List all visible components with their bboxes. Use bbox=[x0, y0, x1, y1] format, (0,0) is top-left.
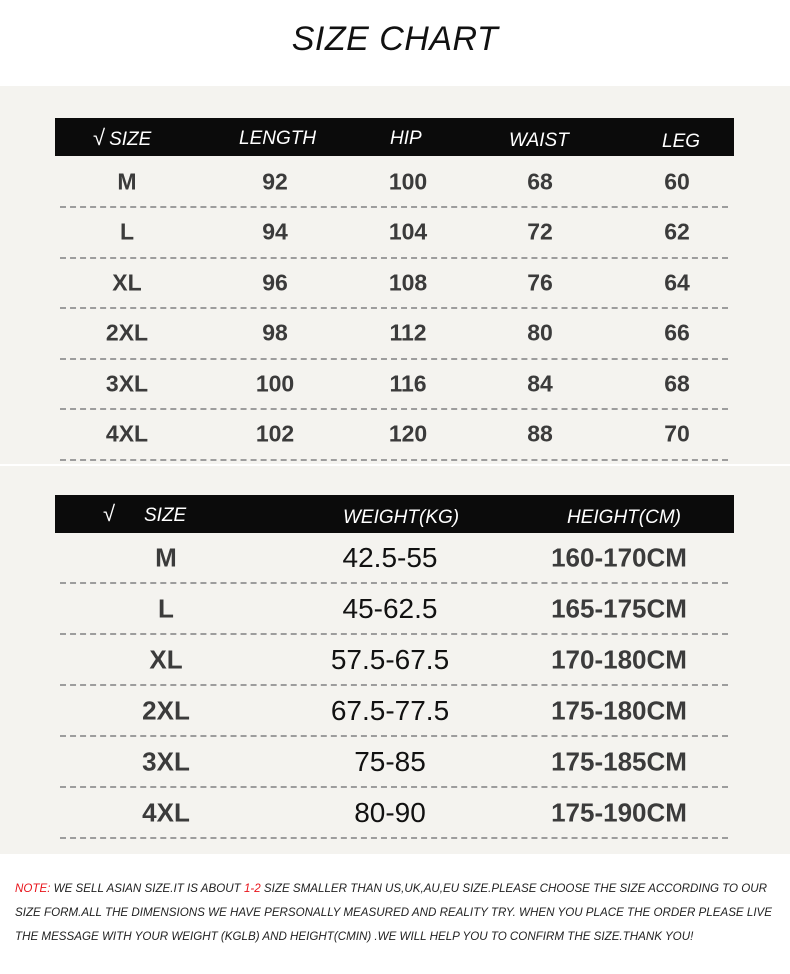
note-highlight: 1-2 bbox=[243, 882, 261, 895]
length-header: LENGTH bbox=[239, 128, 317, 149]
note-text-1: WE SELL ASIAN SIZE.IT IS ABOUT bbox=[50, 882, 244, 895]
table-row bbox=[60, 359, 728, 410]
table-cell: 68 bbox=[527, 168, 553, 194]
size-header: √ SIZE bbox=[93, 125, 152, 150]
table-row bbox=[60, 635, 728, 686]
table-cell: 94 bbox=[262, 218, 288, 245]
table-cell: 2XL bbox=[142, 695, 190, 725]
table-cell: M bbox=[155, 542, 177, 572]
table-cell: 112 bbox=[389, 319, 427, 346]
table-cell: 3XL bbox=[105, 370, 149, 396]
page-title: SIZE CHART bbox=[291, 20, 499, 58]
table-cell: 120 bbox=[388, 420, 428, 447]
weight-header: WEIGHT(KG) bbox=[343, 507, 460, 528]
table-row bbox=[60, 584, 728, 635]
waist-header: WAIST bbox=[509, 130, 569, 151]
measurements-table-header bbox=[55, 118, 734, 156]
table-cell: 62 bbox=[664, 218, 690, 245]
table-cell: 170-180CM bbox=[551, 644, 687, 674]
table-cell: 80-90 bbox=[354, 796, 426, 828]
table-cell: 80 bbox=[527, 319, 553, 346]
table-cell: 70 bbox=[664, 420, 690, 447]
table-row bbox=[60, 737, 728, 788]
table-cell: 98 bbox=[262, 319, 288, 346]
table-cell: 4XL bbox=[142, 797, 190, 827]
table-cell: 102 bbox=[255, 420, 295, 447]
table-cell: 104 bbox=[388, 218, 428, 245]
table-cell: 76 bbox=[527, 269, 553, 295]
table-cell: 2XL bbox=[105, 319, 149, 346]
table-cell: 175-185CM bbox=[551, 746, 687, 776]
table-cell: 68 bbox=[664, 370, 690, 396]
table-cell: 67.5-77.5 bbox=[330, 694, 450, 726]
table-cell: 4XL bbox=[105, 420, 149, 447]
table-cell: 100 bbox=[388, 168, 428, 194]
table-cell: 60 bbox=[664, 168, 690, 194]
check-icon: √ bbox=[93, 125, 106, 150]
table-cell: 92 bbox=[262, 168, 288, 194]
table-cell: 3XL bbox=[142, 746, 190, 776]
table-cell: 75-85 bbox=[354, 745, 426, 777]
table-cell: 165-175CM bbox=[551, 593, 687, 623]
title-bar bbox=[0, 0, 790, 84]
table-cell: 42.5-55 bbox=[342, 541, 438, 573]
table-cell: XL bbox=[112, 269, 142, 295]
fit-table-header bbox=[55, 495, 734, 533]
size-header: SIZE bbox=[144, 505, 187, 526]
table-cell: 57.5-67.5 bbox=[330, 643, 450, 675]
table-row bbox=[60, 157, 728, 208]
table-cell: 108 bbox=[388, 269, 428, 295]
note-text-2: SIZE SMALLER THAN US,UK,AU,EU SIZE.PLEASE CHOOSE THE SIZE ACCORDING TO OUR SIZE FORM.ALL THE DIMENSIONS WE HAVE PERSONALLY MEASURED AND REALITY TRY. WHEN YOU PLACE THE ORDER PLEASE LIVE THE MESSAGE WITH YOUR WEIGHT (KGLB) AND HEIGHT(CMIN) .WE WILL HELP YOU TO CONFIRM THE SIZE.THANK YOU! bbox=[15, 882, 773, 943]
table-cell: 45-62.5 bbox=[342, 592, 438, 624]
height-header: HEIGHT(CM) bbox=[567, 507, 681, 528]
table-cell: 84 bbox=[527, 370, 553, 396]
table-row bbox=[60, 533, 728, 584]
check-icon: √ bbox=[103, 501, 116, 526]
note-label: NOTE: bbox=[15, 882, 51, 895]
table-row bbox=[60, 258, 728, 309]
size-note bbox=[15, 877, 780, 949]
table-row bbox=[60, 410, 728, 461]
table-cell: 175-180CM bbox=[551, 695, 687, 725]
leg-header: LEG bbox=[662, 131, 701, 152]
table-row bbox=[60, 686, 728, 737]
fit-table bbox=[0, 466, 790, 854]
table-cell: 96 bbox=[262, 269, 288, 295]
table-cell: XL bbox=[149, 644, 183, 674]
table-cell: 116 bbox=[389, 370, 427, 396]
table-cell: 100 bbox=[255, 370, 295, 396]
table-cell: 175-190CM bbox=[551, 797, 687, 827]
table-cell: M bbox=[117, 168, 137, 194]
table-cell: L bbox=[119, 218, 135, 245]
table-cell: 160-170CM bbox=[551, 542, 687, 572]
table-cell: 88 bbox=[527, 420, 553, 447]
table-row bbox=[60, 208, 728, 259]
table-row bbox=[60, 788, 728, 839]
table-cell: L bbox=[158, 593, 174, 623]
table-cell: 64 bbox=[664, 269, 690, 295]
table-cell: 72 bbox=[527, 218, 553, 245]
table-cell: 66 bbox=[664, 319, 690, 346]
table-row bbox=[60, 309, 728, 360]
hip-header: HIP bbox=[390, 128, 422, 149]
measurements-table bbox=[0, 86, 790, 464]
